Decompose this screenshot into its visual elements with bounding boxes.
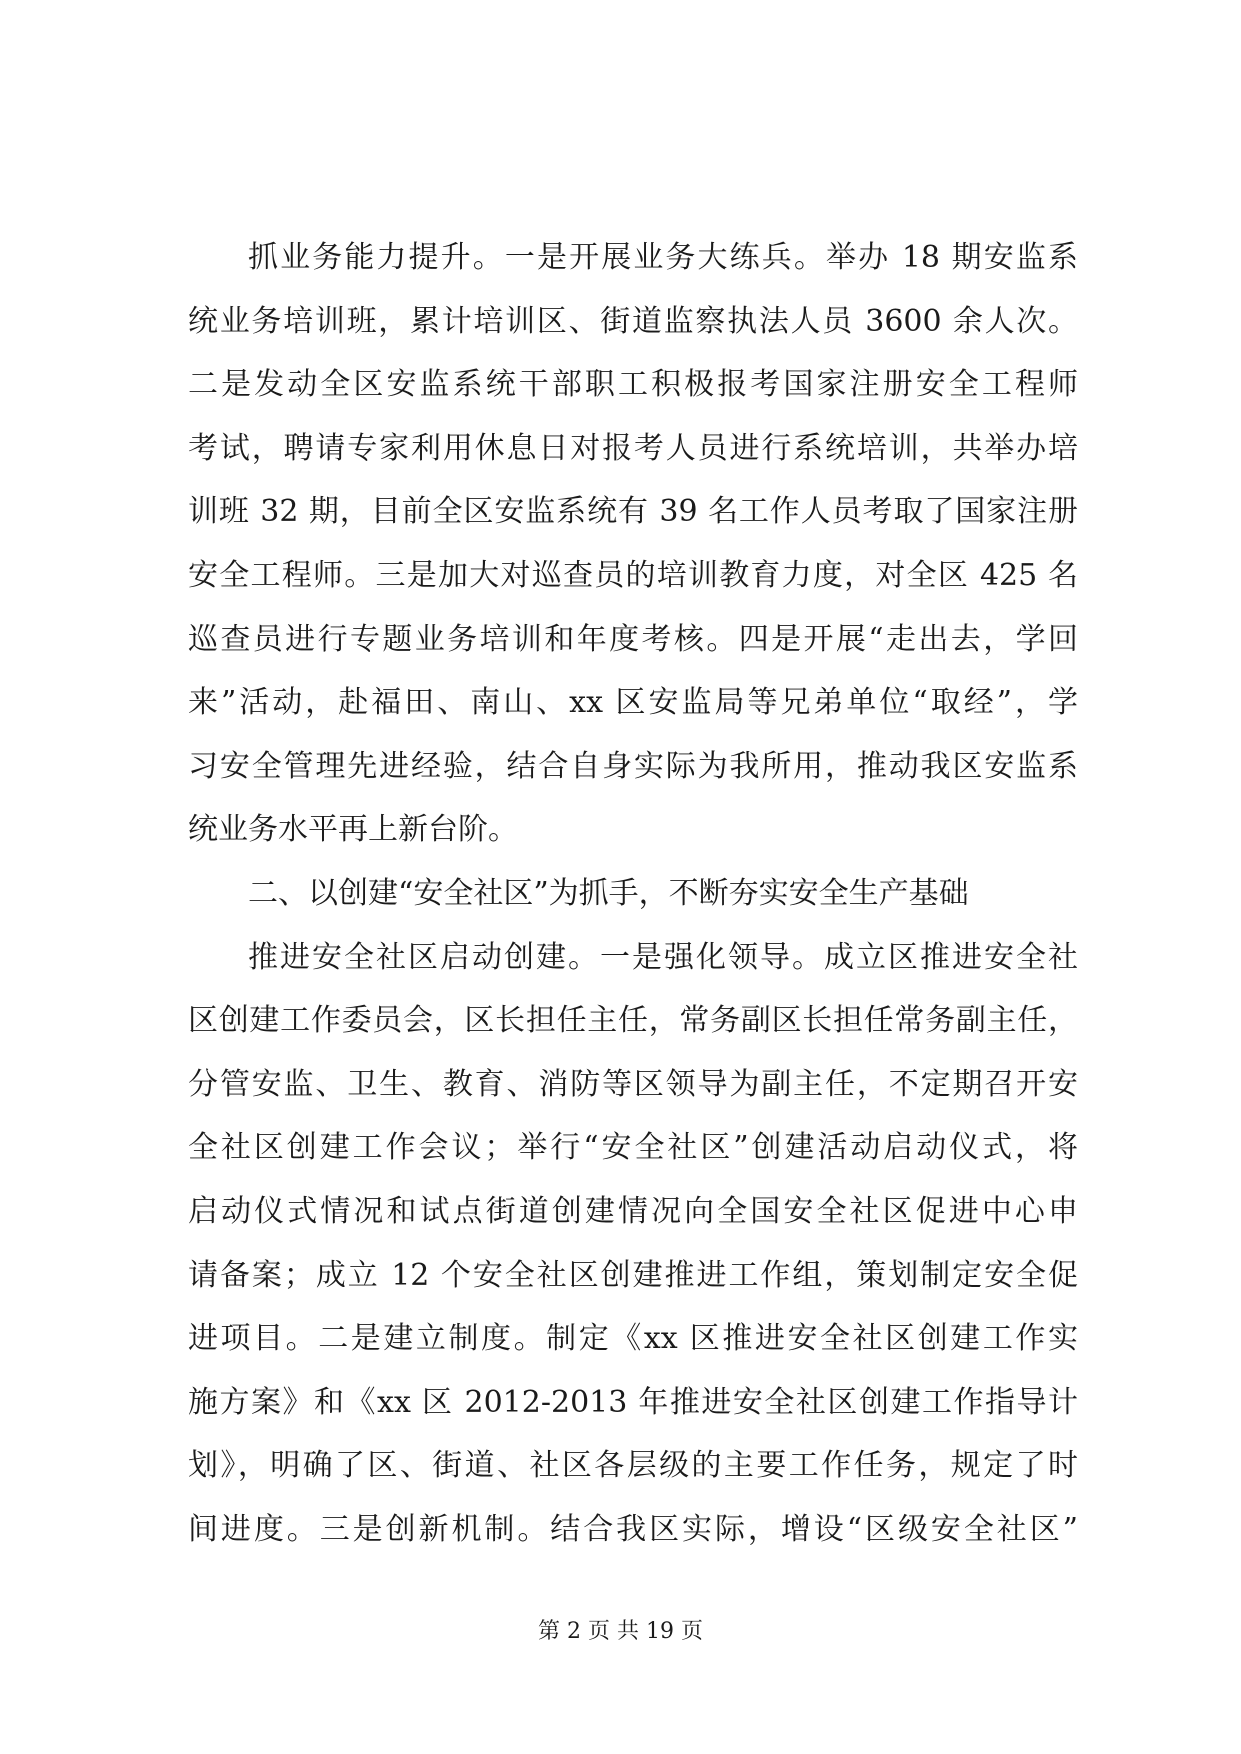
text-line: 二、以创建“安全社区”为抓手，不断夯实安全生产基础 [248,875,969,911]
text-line: 考试，聘请专家利用休息日对报考人员进行系统培训，共举办培 [188,430,1078,466]
text-line: 统业务水平再上新台阶。 [188,812,518,848]
text-line: 安全工程师。三是加大对巡查员的培训教育力度，对全区 425 名 [188,557,1078,593]
text-line: 进项目。二是建立制度。制定《xx 区推进安全社区创建工作实 [188,1321,1078,1357]
text-line: 施方案》和《xx 区 2012-2013 年推进安全社区创建工作指导计 [188,1384,1078,1420]
text-line: 巡查员进行专题业务培训和年度考核。四是开展“走出去，学回 [188,621,1078,657]
text-line: 间进度。三是创新机制。结合我区实际，增设“区级安全社区” [188,1511,1078,1547]
text-line: 分管安监、卫生、教育、消防等区领导为副主任，不定期召开安 [188,1066,1078,1102]
text-line: 二是发动全区安监系统干部职工积极报考国家注册安全工程师 [188,367,1078,403]
page-footer: 第 2 页 共 19 页 [538,1619,703,1644]
text-line: 全社区创建工作会议；举行“安全社区”创建活动启动仪式，将 [188,1130,1078,1166]
text-line: 请备案；成立 12 个安全社区创建推进工作组，策划制定安全促 [188,1257,1078,1293]
text-line: 推进安全社区启动创建。一是强化领导。成立区推进安全社 [248,939,1078,975]
text-line: 习安全管理先进经验，结合自身实际为我所用，推动我区安监系 [188,748,1078,784]
text-line: 抓业务能力提升。一是开展业务大练兵。举办 18 期安监系 [248,240,1078,275]
text-line: 划》，明确了区、街道、社区各层级的主要工作任务，规定了时 [188,1448,1078,1484]
document-body [188,226,1078,1561]
text-line: 启动仪式情况和试点街道创建情况向全国安全社区促进中心申 [188,1193,1078,1229]
text-line: 统业务培训班，累计培训区、街道监察执法人员 3600 余人次。 [188,303,1078,339]
text-line: 训班 32 期，目前全区安监系统有 39 名工作人员考取了国家注册 [188,494,1078,530]
text-line: 来”活动，赴福田、南山、xx 区安监局等兄弟单位“取经”，学 [188,685,1078,721]
text-line: 区创建工作委员会，区长担任主任，常务副区长担任常务副主任， [188,1003,1078,1039]
